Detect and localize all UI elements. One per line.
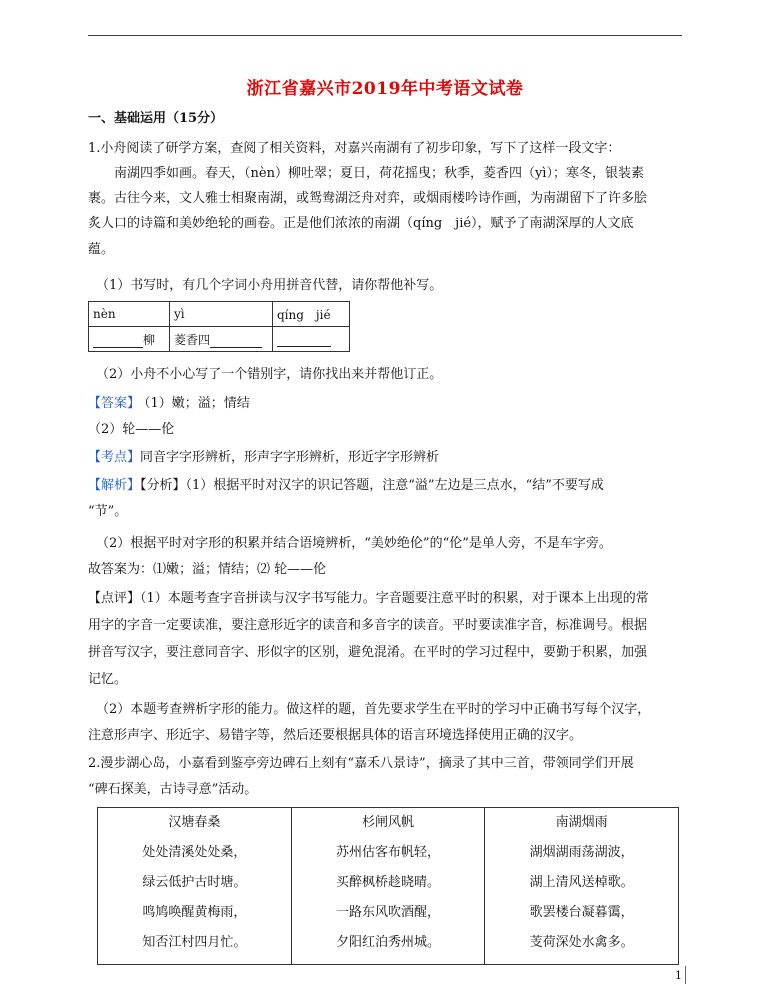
comment-line: 【点评】（1）本题考查字音拼读与汉字书写能力。字音题要注意平时的积累，对于课本上出现的常 <box>88 591 649 606</box>
poem-table <box>97 807 679 965</box>
blank-line <box>210 333 262 348</box>
poem-line: 鸣鸠唤醒黄梅雨， <box>142 905 247 920</box>
analysis-line: 故答案为：⑴嫩；溢；情结；⑵ 轮——伦 <box>88 562 327 577</box>
page-title: 浙江省嘉兴市2019年中考语文试卷 <box>246 79 524 99</box>
poem-line: 湖烟湖雨荡湖波， <box>529 845 634 860</box>
poem-line: 夕阳红泊秀州城。 <box>335 935 440 950</box>
comment-line: （2）本题考查辨析字形的能力。做这样的题，首先要求学生在平时的学习中正确书写每个汉字， <box>96 702 651 717</box>
blank-cell <box>273 327 350 352</box>
blank-cell <box>89 327 170 352</box>
cell-suffix: 柳 <box>143 332 156 347</box>
analysis-line: “节”。 <box>88 504 128 519</box>
passage-line: 南湖四季如画。春天，（nèn）柳吐翠；夏日，荷花摇曳；秋季，菱香四（yì）；寒冬，银装素 <box>114 166 644 181</box>
poem-line: 歌罢楼台凝暮霭， <box>529 905 634 920</box>
answer: （2）轮——伦 <box>88 422 175 437</box>
analysis-tag: 【解析】 <box>88 478 141 493</box>
answer: 【答案】 （1）嫩；溢；情结 <box>88 396 250 411</box>
question-1-intro: 1.小舟阅读了研学方案，查阅了相关资料，对嘉兴南湖有了初步印象，写下了这样一段文字： <box>88 141 621 156</box>
poem-line: 湖上清风送棹歌。 <box>529 875 634 890</box>
analysis-line: （2）根据平时对字形的积累并结合语境辨析，“美妙绝伦”的“伦”是单人旁，不是车字旁。 <box>96 536 612 551</box>
poem-cell <box>98 808 292 965</box>
blank-line <box>277 332 331 347</box>
blank-cell <box>170 327 273 352</box>
page-corner-mark <box>685 966 686 984</box>
passage-line: 蕴。 <box>88 242 115 257</box>
sub-question-2: （2）小舟不小心写了一个错别字，请你找出来并帮他订正。 <box>96 367 443 382</box>
passage-line: 炙人口的诗篇和美妙绝轮的画卷。正是他们浓浓的南湖（qíng jié），赋予了南湖深厚的人文底 <box>88 216 634 231</box>
question-2: “碑石探美，古诗寻意”活动。 <box>88 782 258 797</box>
poem-line: 芰荷深处水禽多。 <box>529 935 634 950</box>
sub-question-1: （1）书写时，有几个字词小舟用拼音代替，请你帮他补写。 <box>96 278 443 293</box>
key-points: 【考点】同音字字形辨析，形声字字形辨析，形近字字形辨析 <box>88 450 440 465</box>
poem-line: 买醉枫桥趁晓晴。 <box>335 875 440 890</box>
pinyin-cell: qíng jié <box>273 302 350 327</box>
poem-line: 处处清溪处处桑， <box>142 845 247 860</box>
comment-line: 记忆。 <box>88 672 128 687</box>
poem-line: 绿云低护古时塘。 <box>142 875 247 890</box>
pinyin-cell: yì <box>170 302 273 327</box>
poem-line: 苏州估客布帆轻， <box>335 845 440 860</box>
question-2: 2.漫步湖心岛，小嘉看到鉴亭旁边碑石上刻有“嘉禾八景诗”，摘录了其中三首，带领同学们开展 <box>88 756 634 771</box>
pinyin-cell: nèn <box>89 302 170 327</box>
poem-cell <box>485 808 679 965</box>
page-number: 1 <box>675 969 682 982</box>
passage-line: 裹。古往今来，文人雅士相聚南湖，或鸳鸯湖泛舟对弈，或烟雨楼吟诗作画，为南湖留下了许多脍 <box>88 191 648 206</box>
poem-title: 杉闸风帆 <box>361 815 414 830</box>
section-heading: 一、基础运用（15分） <box>88 111 224 126</box>
comment-line: 用字的字音一定要读准，要注意形近字的读音和多音字的读音。平时要读准字音，标准调号。根据 <box>88 618 648 633</box>
pinyin-table <box>88 301 350 352</box>
comment-line: 注意形声字、形近字、易错字等，然后还要根据具体的语言环境选择使用正确的汉字。 <box>88 728 583 743</box>
comment-line: 拼音写汉字，要注意同音字、形似字的区别，避免混淆。在平时的学习过程中，要勤于积累，加强 <box>88 645 648 660</box>
poem-title: 南湖烟雨 <box>555 815 608 830</box>
answer-tag: 【答案】 <box>88 396 141 411</box>
header-rule <box>88 35 682 36</box>
poem-title: 汉塘春桑 <box>168 815 221 830</box>
cell-prefix: 菱香四 <box>174 332 211 347</box>
poem-line: 知否江村四月忙。 <box>142 935 247 950</box>
poem-cell <box>291 808 485 965</box>
poem-line: 一路东风吹酒醒， <box>335 905 440 920</box>
key-points-tag: 【考点】 <box>88 450 141 465</box>
blank-line <box>93 333 143 348</box>
analysis: 【解析】【分析】（1）根据平时对汉字的识记答题，注意“溢”左边是三点水，“结”不要写成 <box>88 478 604 493</box>
